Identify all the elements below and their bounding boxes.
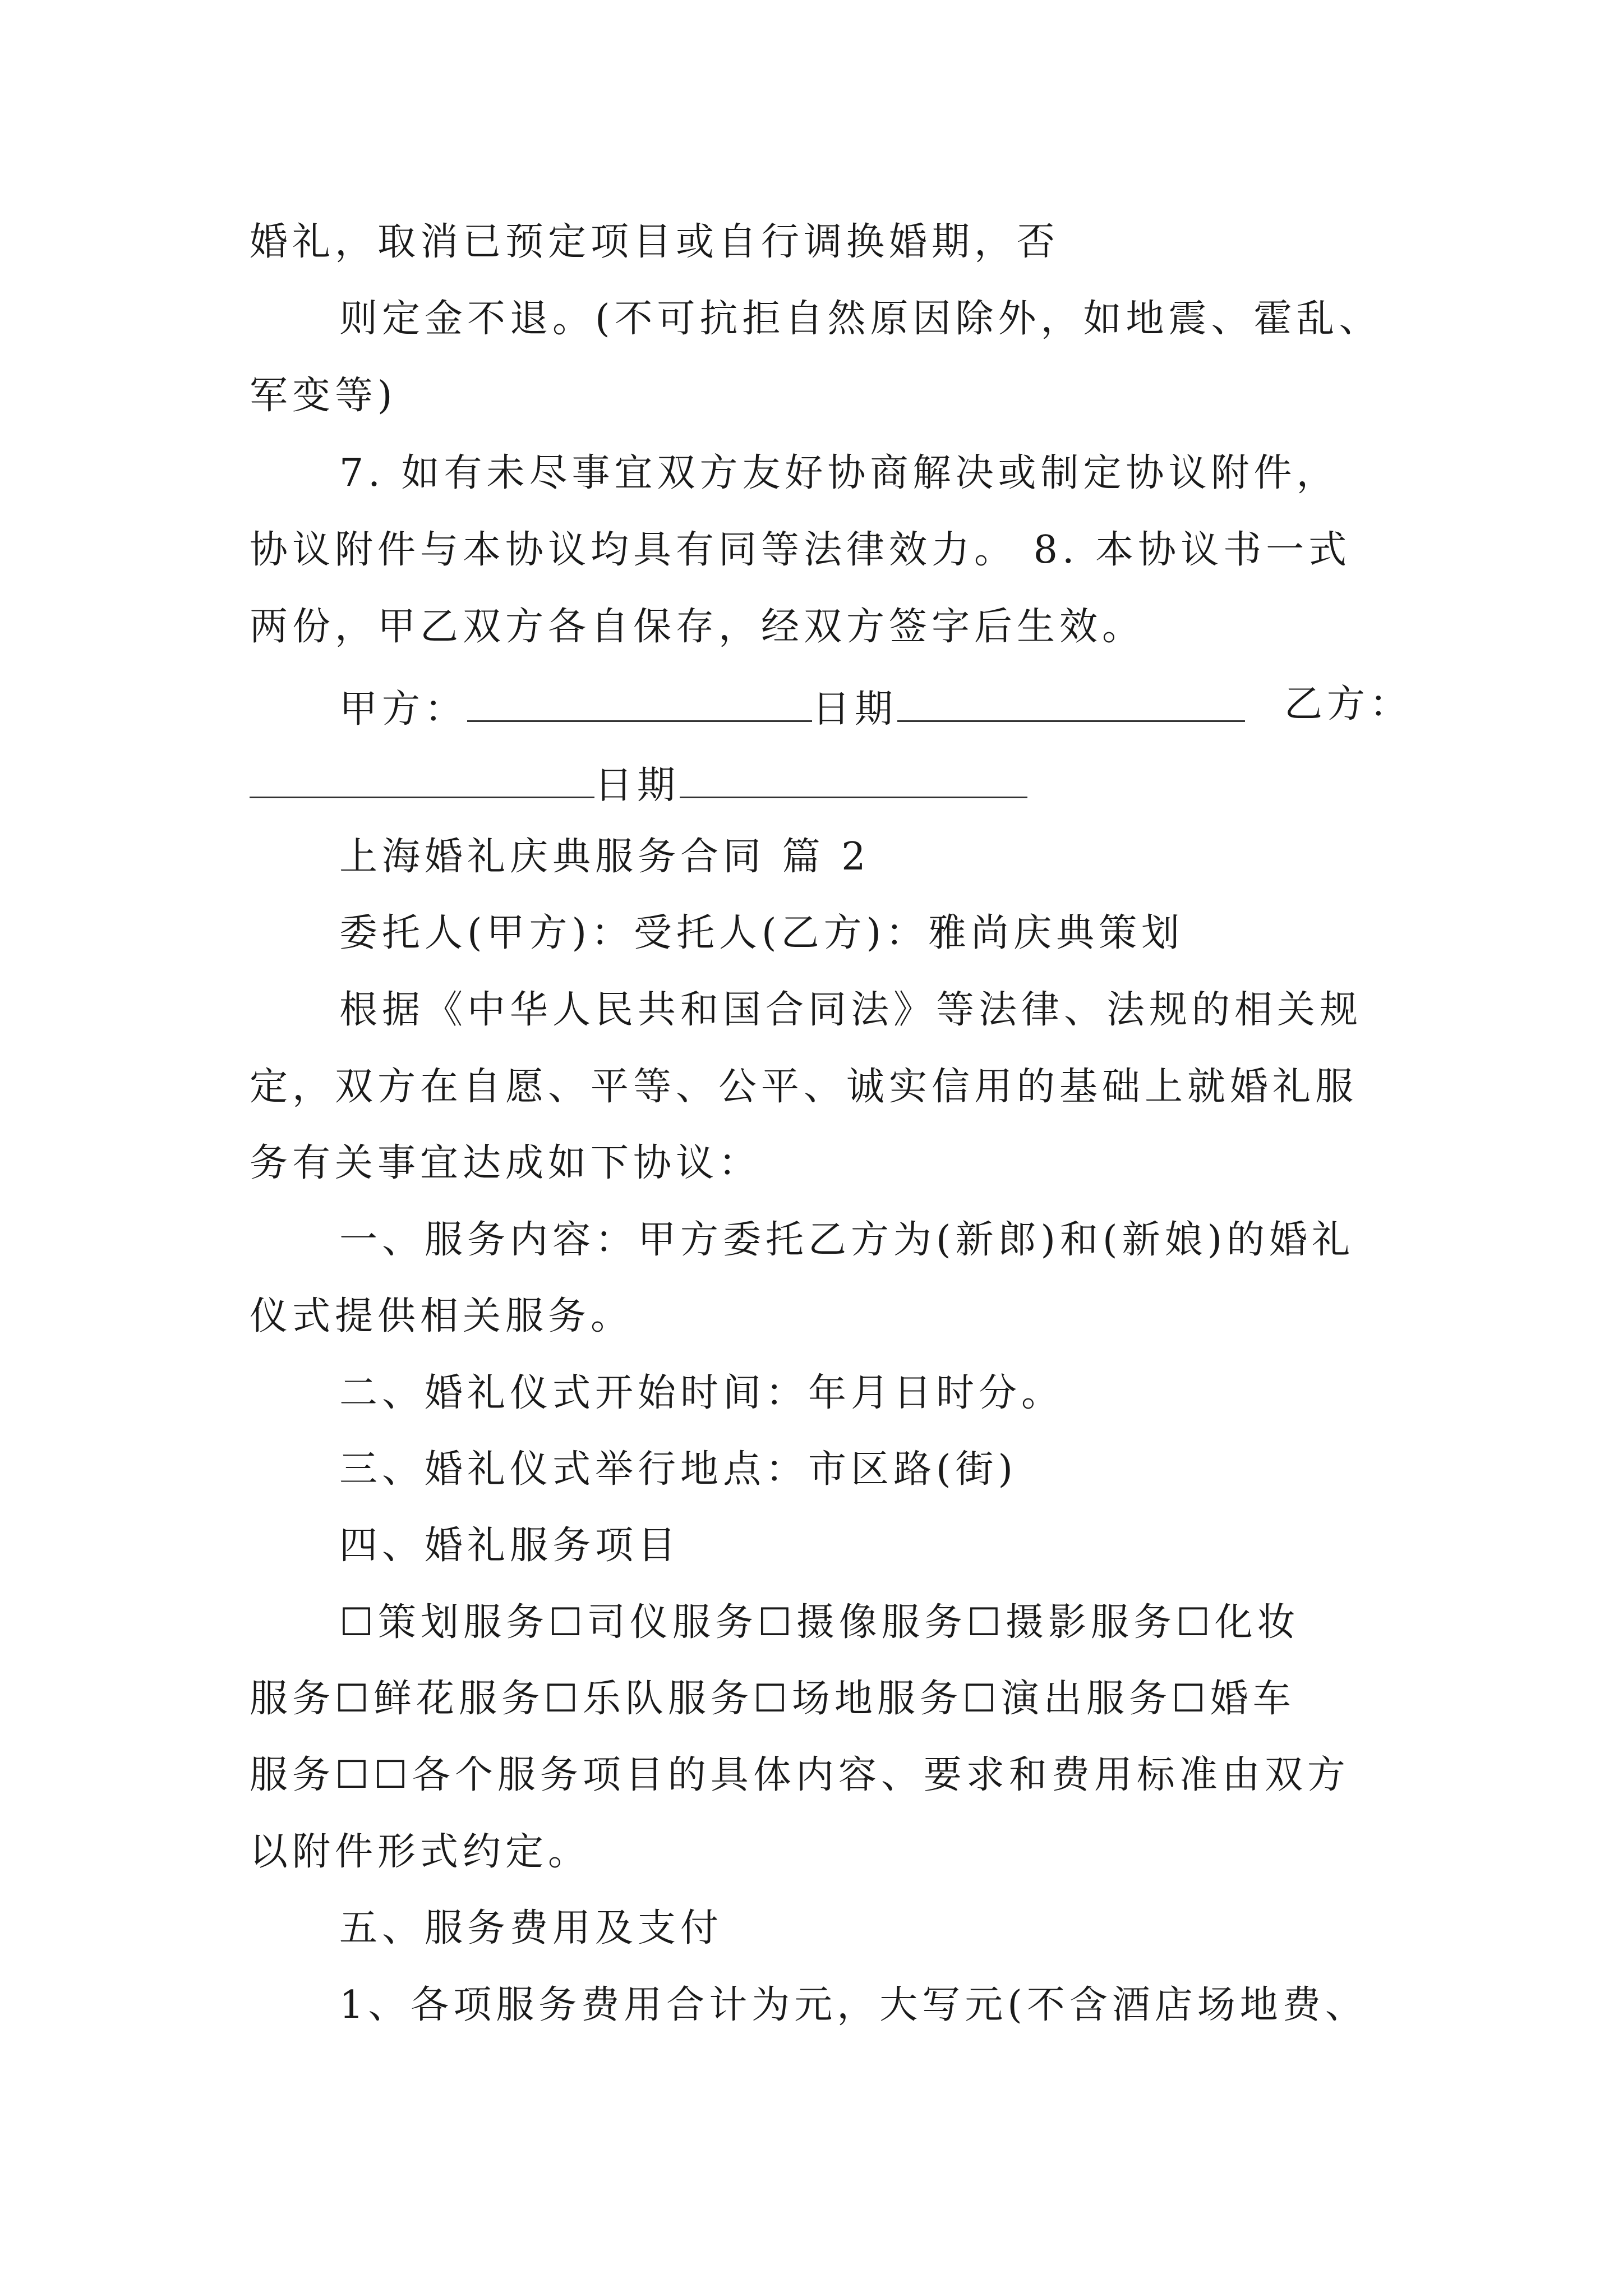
preamble-line: 根据《中华人民共和国合同法》等法律、法规的相关规 [339,988,1363,1032]
services-line: 以附件形式约定。 [250,1830,591,1874]
text-line: 军变等) [250,374,397,418]
text-line: 则定金不退。(不可抗拒自然原因除外，如地震、霍乱、 [339,297,1382,341]
preamble-line: 务有关事宜达成如下协议： [250,1141,762,1185]
services-line: 服务☐鲜花服务☐乐队服务☐场地服务☐演出服务☐婚车 [250,1677,1295,1721]
item-5: 五、服务费用及支付 [339,1906,723,1950]
services-line: 服务☐☐各个服务项目的具体内容、要求和费用标准由双方 [250,1753,1350,1797]
item-5-1: 1、各项服务费用合计为元，大写元(不含酒店场地费、 [339,1983,1368,2027]
date-label: 日期 [594,763,680,808]
parties-line: 委托人(甲方)：受托人(乙方)：雅尚庆典策划 [339,911,1184,955]
date-field-a[interactable] [897,685,1245,722]
party-b-label-wrap [1284,682,1413,726]
text-line: 婚礼，取消已预定项目或自行调换婚期，否 [250,220,1060,264]
item-1-line: 一、服务内容：甲方委托乙方为(新郎)和(新娘)的婚礼 [339,1218,1355,1262]
item-1-line: 仪式提供相关服务。 [250,1294,634,1338]
preamble-line: 定，双方在自愿、平等、公平、诚实信用的基础上就婚礼服 [250,1065,1358,1109]
item-2: 二、婚礼仪式开始时间：年月日时分。 [339,1371,1064,1415]
text-line: 7. 如有未尽事宜双方友好协商解决或制定协议附件， [339,451,1339,495]
text-line: 协议附件与本协议均具有同等法律效力。 8. 本协议书一式 [250,528,1352,572]
party-a-label: 甲方： [339,687,468,731]
text-line: 两份，甲乙双方各自保存，经双方签字后生效。 [250,605,1145,649]
services-line: ☐策划服务☐司仪服务☐摄像服务☐摄影服务☐化妆 [339,1600,1300,1645]
item-3: 三、婚礼仪式举行地点：市区路(街) [339,1447,1018,1492]
section-title: 上海婚礼庆典服务合同 篇 2 [339,835,870,879]
date-field-b[interactable] [680,762,1027,798]
party-b-signature-field[interactable] [250,762,594,798]
party-b-label: 乙方： [1284,682,1413,726]
party-a-signature-field[interactable] [467,685,812,722]
item-4: 四、婚礼服务项目 [339,1524,681,1568]
signature-row-a [339,685,1245,729]
date-label: 日期 [812,687,898,731]
signature-row-b [250,762,1027,808]
